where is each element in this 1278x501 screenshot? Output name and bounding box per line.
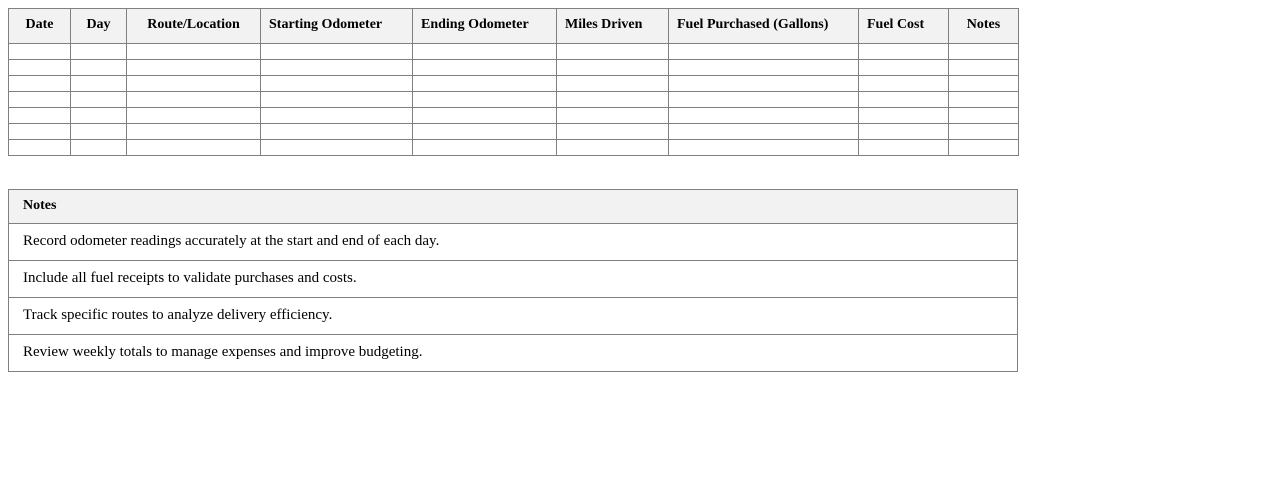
cell-fuel-cost[interactable] xyxy=(859,75,949,91)
note-text: Track specific routes to analyze delivery efficiency. xyxy=(9,297,1018,334)
cell-day[interactable] xyxy=(71,91,127,107)
cell-fuel-cost[interactable] xyxy=(859,59,949,75)
cell-date[interactable] xyxy=(9,139,71,155)
cell-fuel-cost[interactable] xyxy=(859,107,949,123)
column-header-starting-odometer: Starting Odometer xyxy=(261,9,413,44)
cell-notes[interactable] xyxy=(949,107,1019,123)
cell-date[interactable] xyxy=(9,91,71,107)
cell-route-location[interactable] xyxy=(127,43,261,59)
cell-notes[interactable] xyxy=(949,139,1019,155)
cell-route-location[interactable] xyxy=(127,91,261,107)
cell-ending-odometer[interactable] xyxy=(413,75,557,91)
cell-fuel-cost[interactable] xyxy=(859,91,949,107)
notes-header-row xyxy=(9,189,1018,223)
cell-fuel-cost[interactable] xyxy=(859,123,949,139)
cell-notes[interactable] xyxy=(949,43,1019,59)
note-text: Record odometer readings accurately at the start and end of each day. xyxy=(9,223,1018,260)
column-header-notes: Notes xyxy=(949,9,1019,44)
notes-header-label: Notes xyxy=(9,189,1018,223)
column-header-route-location: Route/Location xyxy=(127,9,261,44)
cell-route-location[interactable] xyxy=(127,107,261,123)
cell-day[interactable] xyxy=(71,43,127,59)
mileage-fuel-log-table xyxy=(8,8,1019,156)
cell-fuel-purchased[interactable] xyxy=(669,139,859,155)
cell-miles-driven[interactable] xyxy=(557,139,669,155)
cell-day[interactable] xyxy=(71,139,127,155)
cell-date[interactable] xyxy=(9,123,71,139)
cell-starting-odometer[interactable] xyxy=(261,43,413,59)
list-item xyxy=(9,223,1018,260)
table-row[interactable] xyxy=(9,107,1019,123)
table-row[interactable] xyxy=(9,91,1019,107)
cell-route-location[interactable] xyxy=(127,123,261,139)
table-row[interactable] xyxy=(9,43,1019,59)
column-header-day: Day xyxy=(71,9,127,44)
note-text: Review weekly totals to manage expenses and improve budgeting. xyxy=(9,334,1018,371)
cell-miles-driven[interactable] xyxy=(557,107,669,123)
cell-fuel-purchased[interactable] xyxy=(669,75,859,91)
notes-table-head xyxy=(9,189,1018,223)
cell-starting-odometer[interactable] xyxy=(261,75,413,91)
cell-starting-odometer[interactable] xyxy=(261,91,413,107)
cell-date[interactable] xyxy=(9,107,71,123)
cell-fuel-purchased[interactable] xyxy=(669,107,859,123)
cell-miles-driven[interactable] xyxy=(557,43,669,59)
cell-starting-odometer[interactable] xyxy=(261,107,413,123)
cell-route-location[interactable] xyxy=(127,139,261,155)
cell-ending-odometer[interactable] xyxy=(413,59,557,75)
cell-date[interactable] xyxy=(9,75,71,91)
cell-route-location[interactable] xyxy=(127,59,261,75)
cell-fuel-cost[interactable] xyxy=(859,43,949,59)
cell-ending-odometer[interactable] xyxy=(413,107,557,123)
column-header-fuel-cost: Fuel Cost xyxy=(859,9,949,44)
log-table-body xyxy=(9,43,1019,155)
cell-route-location[interactable] xyxy=(127,75,261,91)
notes-table-body xyxy=(9,223,1018,371)
table-row[interactable] xyxy=(9,59,1019,75)
log-table-head xyxy=(9,9,1019,44)
cell-miles-driven[interactable] xyxy=(557,91,669,107)
cell-miles-driven[interactable] xyxy=(557,59,669,75)
log-header-row xyxy=(9,9,1019,44)
cell-fuel-purchased[interactable] xyxy=(669,91,859,107)
cell-starting-odometer[interactable] xyxy=(261,123,413,139)
table-row[interactable] xyxy=(9,123,1019,139)
note-text: Include all fuel receipts to validate purchases and costs. xyxy=(9,260,1018,297)
cell-day[interactable] xyxy=(71,123,127,139)
cell-notes[interactable] xyxy=(949,123,1019,139)
cell-date[interactable] xyxy=(9,59,71,75)
column-header-ending-odometer: Ending Odometer xyxy=(413,9,557,44)
cell-fuel-purchased[interactable] xyxy=(669,43,859,59)
cell-notes[interactable] xyxy=(949,59,1019,75)
cell-date[interactable] xyxy=(9,43,71,59)
column-header-miles-driven: Miles Driven xyxy=(557,9,669,44)
cell-miles-driven[interactable] xyxy=(557,75,669,91)
cell-starting-odometer[interactable] xyxy=(261,59,413,75)
column-header-date: Date xyxy=(9,9,71,44)
cell-day[interactable] xyxy=(71,75,127,91)
cell-fuel-purchased[interactable] xyxy=(669,123,859,139)
column-header-fuel-purchased-gallons: Fuel Purchased (Gallons) xyxy=(669,9,859,44)
cell-notes[interactable] xyxy=(949,75,1019,91)
cell-miles-driven[interactable] xyxy=(557,123,669,139)
cell-ending-odometer[interactable] xyxy=(413,139,557,155)
list-item xyxy=(9,297,1018,334)
list-item xyxy=(9,260,1018,297)
cell-ending-odometer[interactable] xyxy=(413,123,557,139)
cell-fuel-purchased[interactable] xyxy=(669,59,859,75)
list-item xyxy=(9,334,1018,371)
cell-ending-odometer[interactable] xyxy=(413,43,557,59)
table-row[interactable] xyxy=(9,139,1019,155)
cell-fuel-cost[interactable] xyxy=(859,139,949,155)
cell-notes[interactable] xyxy=(949,91,1019,107)
cell-day[interactable] xyxy=(71,107,127,123)
cell-starting-odometer[interactable] xyxy=(261,139,413,155)
cell-day[interactable] xyxy=(71,59,127,75)
cell-ending-odometer[interactable] xyxy=(413,91,557,107)
table-row[interactable] xyxy=(9,75,1019,91)
notes-table xyxy=(8,189,1018,372)
